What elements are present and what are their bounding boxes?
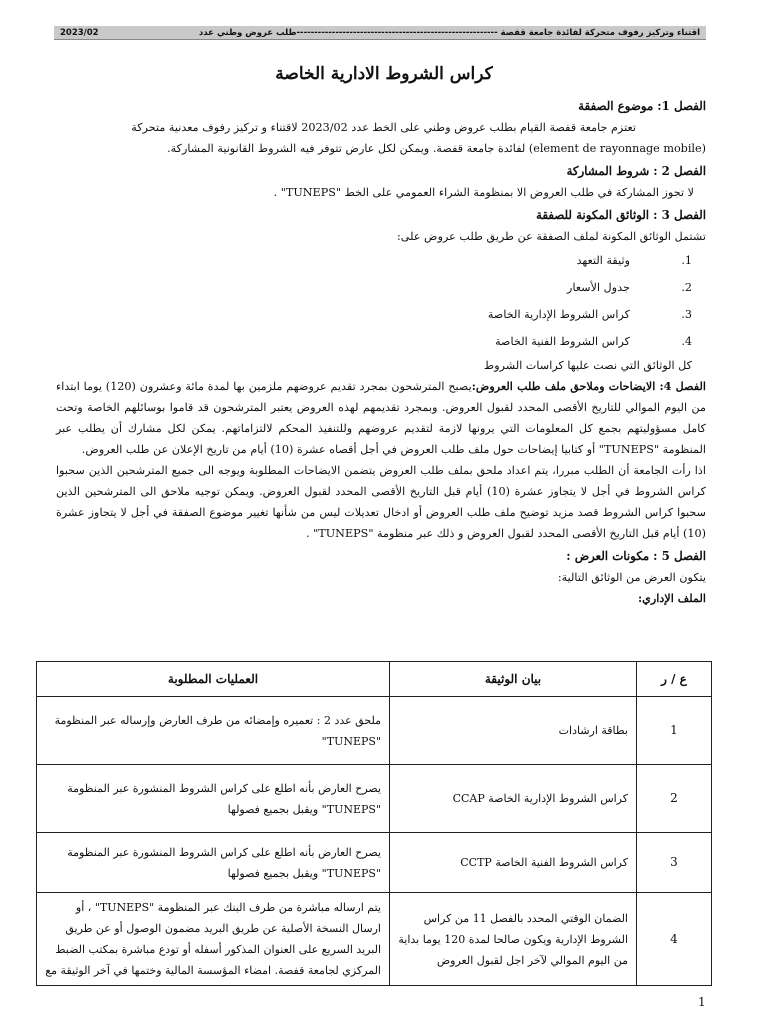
section-3-intro: تشتمل الوثائق المكونة لملف الصفقة عن طريق طلب عروض على: bbox=[397, 230, 706, 243]
column-header-operations: العمليات المطلوبة bbox=[37, 662, 390, 697]
cell-document: الضمان الوقتي المحدد بالفصل 11 من كراس الشروط الإدارية ويكون صالحا لمدة 120 يوما بداية من اليوم الموالي لآخر اجل لقبول العروض bbox=[390, 893, 637, 986]
table-row bbox=[37, 893, 712, 986]
cell-operations: يتم ارساله مباشرة من طرف البنك عبر المنظومة "TUNEPS" ، أو ارسال النسخة الأصلية عن طريق البريد مضمون الوصول أو عن طريق البريد السريع على العنوان المذكور أسفله أو تودع مباشرة بمكتب الضبط المركزي لجامعة قفصة. امضاء المؤسسة المالية وختمها في آخر الوثيقة مع bbox=[37, 893, 390, 986]
section-1-text: تعتزم جامعة قفصة القيام بطلب عروض وطني على الخط عدد 2023/02 لاقتناء و تركيز رفوف معدنية متحركة bbox=[131, 121, 636, 134]
section-4-text-2: اذا رأت الجامعة أن الطلب مبررا، يتم اعداد ملحق بملف طلب العروض يتضمن الايضاحات المطلوبة ويوجه الى جميع المترشحين الذين سحبوا كراس الشروط في أجل لا يتجاوز عشرة (10) أيام قبل التاريخ الأقصى المحدد لقبول العروض. ويمكن توجيه ملاحق الى المترشحين الذين سحبوا كراس الشروط قصد مزيد توضيح ملف طلب العروض أو ادخال تعديلات ليس من شأنها تغيير موضوع الصفقة في أجل لا يتجاوز عشرة (10) أيام قبل التاريخ الأقصى المحدد لقبول العروض و ذلك عبر منظومة "TUNEPS" . bbox=[56, 464, 706, 540]
table-row bbox=[37, 833, 712, 893]
column-header-document: بيان الوثيقة bbox=[390, 662, 637, 697]
section-3-heading: الفصل 3 : الوثائق المكونة للصفقة bbox=[536, 208, 706, 222]
table-header-row bbox=[37, 662, 712, 697]
section-1-heading: الفصل 1: موضوع الصفقة bbox=[578, 99, 706, 113]
table-row bbox=[37, 697, 712, 765]
section-3-outro: كل الوثائق التي نصت عليها كراسات الشروط bbox=[483, 359, 692, 372]
header-text: اقتناء وتركيز رفوف متحركة لفائدة جامعة قفصة ---------------------------------------------------------طلب عروض وطني عدد bbox=[198, 28, 700, 38]
page-number: 1 bbox=[698, 995, 706, 1009]
section-4-heading: الفصل 4: الايضاحات وملاحق ملف طلب العروض: bbox=[471, 379, 706, 393]
section-5-heading: الفصل 5 : مكونات العرض : bbox=[566, 549, 706, 563]
list-item: 2.جدول الأسعار bbox=[567, 281, 692, 294]
section-4 bbox=[56, 376, 706, 460]
document-body bbox=[56, 94, 706, 609]
cell-number: 4 bbox=[637, 893, 712, 986]
administrative-file-label: الملف الإداري: bbox=[637, 591, 706, 605]
cell-operations: يصرح العارض بأنه اطلع على كراس الشروط المنشورة عبر المنظومة "TUNEPS" ويقبل بجميع فصولها bbox=[37, 765, 390, 833]
header-reference: 2023/02 bbox=[60, 28, 99, 38]
cell-operations: ملحق عدد 2 : تعميره وإمضائه من طرف العارض وإرساله عبر المنظومة "TUNEPS" bbox=[37, 697, 390, 765]
section-5-intro: يتكون العرض من الوثائق التالية: bbox=[557, 571, 706, 584]
cell-number: 2 bbox=[637, 765, 712, 833]
page-header bbox=[54, 26, 706, 40]
section-4-text: يصبح المترشحون بمجرد تقديم عروضهم ملزمين بها لمدة مائة وعشرون (120) يوما ابتداء من اليوم الموالي للتاريخ الأقصى المحدد لقبول العروض. وبمجرد تقديمهم لهذه العروض يعتبر المترشحون قد قاموا بوسائلهم الخاصة وتحت كامل مسؤوليتهم بجمع كل المعلومات التي يرونها لازمة لتقديم عروضهم وللتنفيذ المحكم لالتزاماتهم. يمكن لكل مشارك أن يطلب عبر المنظومة "TUNEPS" أو كتابيا إيضاحات حول ملف طلب العروض في أجل أقصاه عشرة (10) أيام من تاريخ الإعلان عن طلب العروض. bbox=[56, 380, 706, 456]
list-item: 3.كراس الشروط الإدارية الخاصة bbox=[487, 308, 692, 321]
cell-document: بطاقة ارشادات bbox=[390, 697, 637, 765]
document-title: كراس الشروط الادارية الخاصة bbox=[275, 64, 493, 84]
section-1-text-2: (element de rayonnage mobile) لفائدة جامعة قفصة. ويمكن لكل عارض تتوفر فيه الشروط القانونية المشاركة. bbox=[167, 142, 706, 155]
cell-number: 1 bbox=[637, 697, 712, 765]
cell-document: كراس الشروط الفنية الخاصة CCTP bbox=[390, 833, 637, 893]
cell-number: 3 bbox=[637, 833, 712, 893]
list-item: 4.كراس الشروط الفنية الخاصة bbox=[495, 335, 692, 348]
column-header-number: ع / ر bbox=[637, 662, 712, 697]
documents-list bbox=[56, 247, 706, 355]
section-2-text: لا تجوز المشاركة في طلب العروض الا بمنظومة الشراء العمومي على الخط "TUNEPS" . bbox=[273, 186, 694, 199]
section-2-heading: الفصل 2 : شروط المشاركة bbox=[566, 164, 706, 178]
table-row bbox=[37, 765, 712, 833]
cell-document: كراس الشروط الإدارية الخاصة CCAP bbox=[390, 765, 637, 833]
list-item: 1.وثيقة التعهد bbox=[576, 254, 692, 267]
cell-operations: يصرح العارض بأنه اطلع على كراس الشروط المنشورة عبر المنظومة "TUNEPS" ويقبل بجميع فصولها bbox=[37, 833, 390, 893]
administrative-file-table bbox=[36, 661, 712, 986]
